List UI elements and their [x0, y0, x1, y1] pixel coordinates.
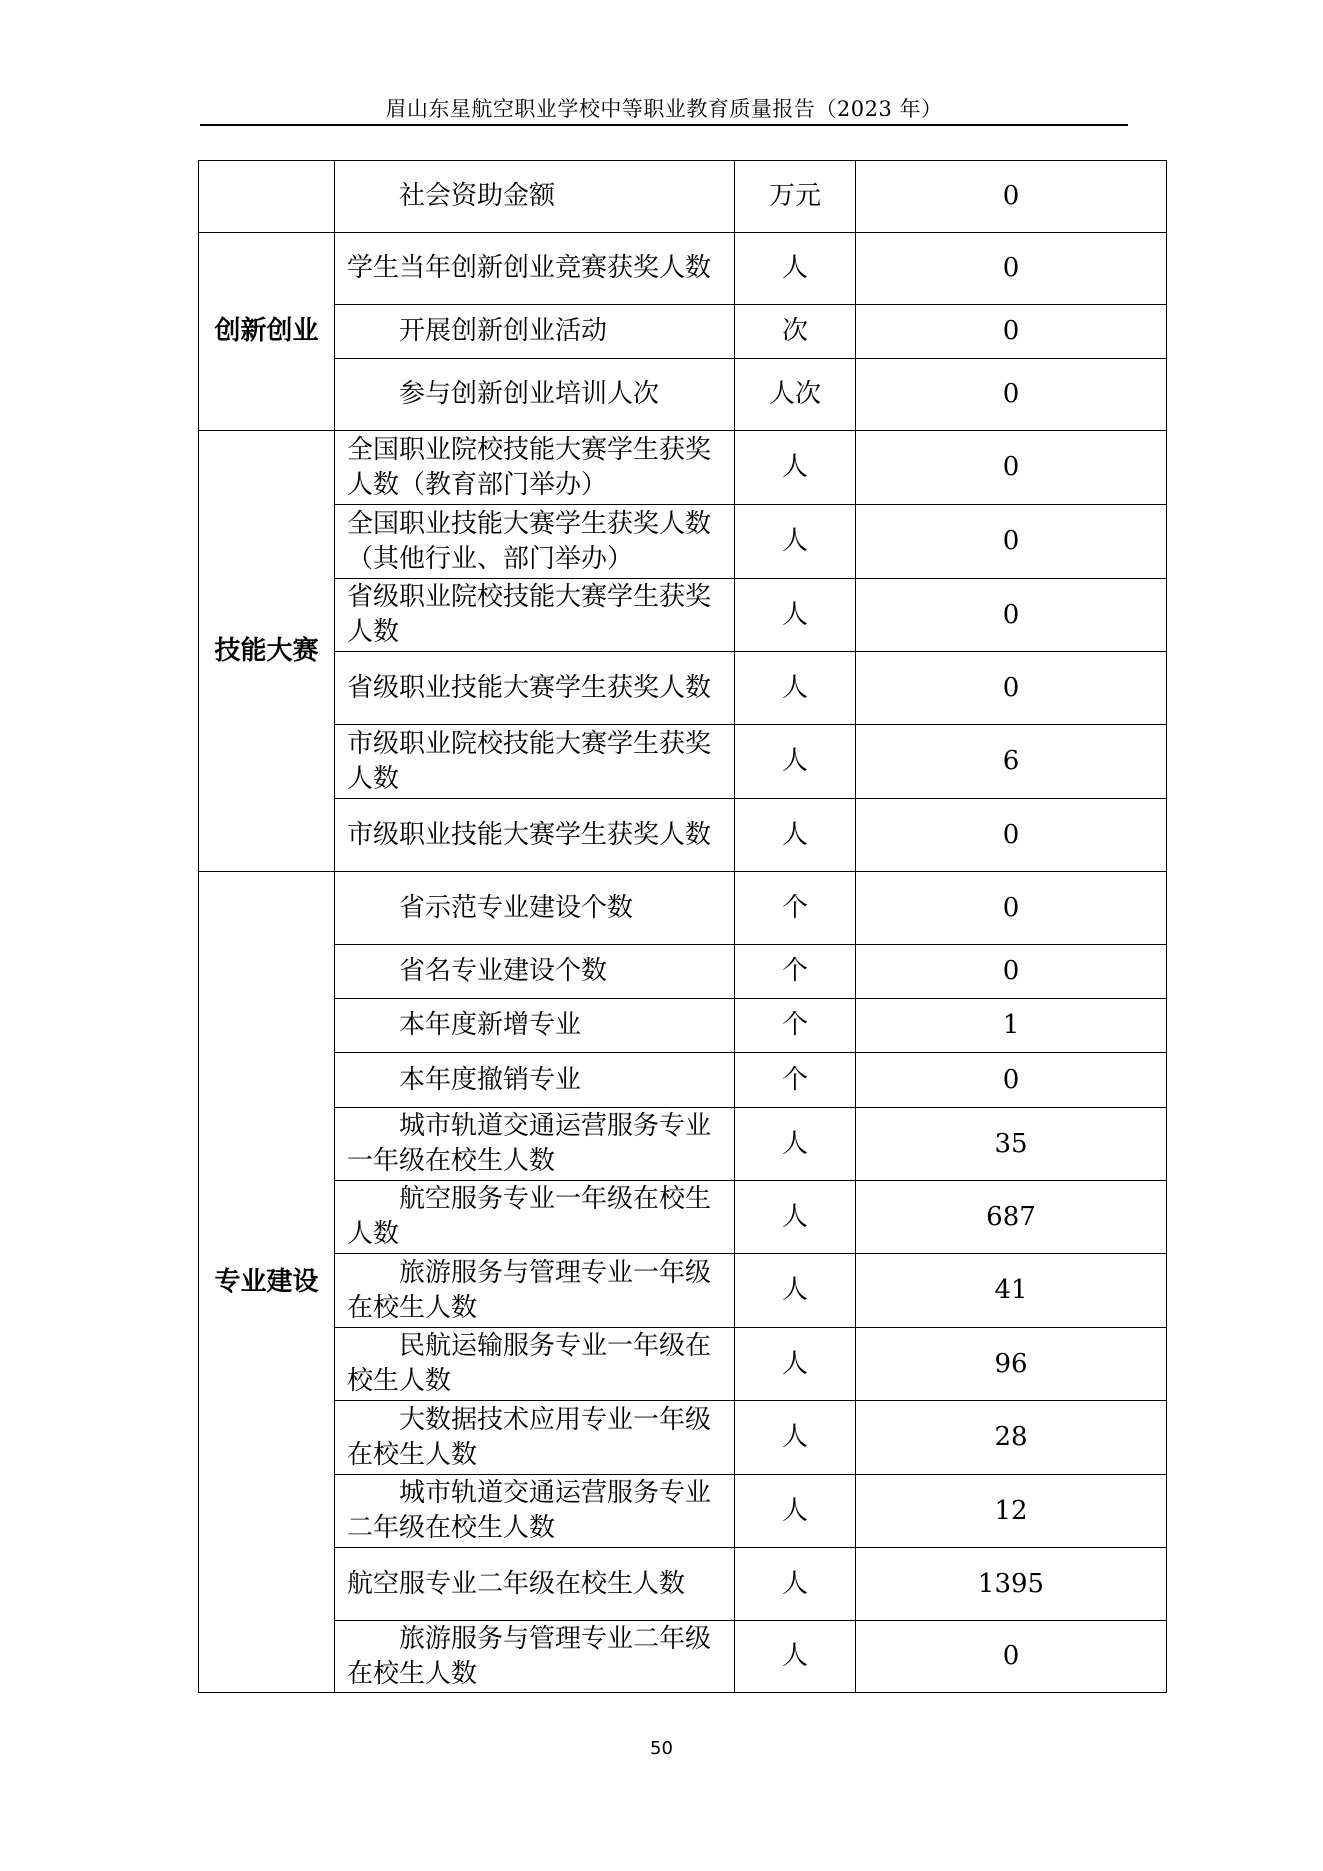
item-cell [335, 1475, 735, 1548]
item-cell [335, 799, 735, 872]
item-label: 航空服务专业一年级在校生人数 [347, 1184, 712, 1249]
unit-cell: 人 [735, 652, 856, 725]
value-cell: 28 [856, 1401, 1167, 1475]
unit-cell: 人 [735, 1548, 856, 1621]
unit-cell: 个 [735, 1053, 856, 1108]
value-cell: 0 [856, 505, 1167, 579]
table-row [199, 1254, 1167, 1328]
table-row [199, 1181, 1167, 1254]
item-label: 城市轨道交通运营服务专业一年级在校生人数 [347, 1111, 712, 1176]
unit-cell: 个 [735, 872, 856, 945]
table-row [199, 579, 1167, 652]
item-cell [335, 505, 735, 579]
table-row [199, 1328, 1167, 1401]
unit-cell: 人 [735, 799, 856, 872]
unit-cell: 个 [735, 945, 856, 999]
item-label: 参与创新创业培训人次 [399, 379, 660, 409]
table-row [199, 999, 1167, 1053]
unit-cell: 人 [735, 431, 856, 505]
item-label: 本年度撤销专业 [399, 1064, 582, 1095]
item-label: 学生当年创新创业竞赛获奖人数 [347, 253, 712, 283]
table-row [199, 872, 1167, 945]
item-label: 旅游服务与管理专业二年级在校生人数 [347, 1623, 712, 1689]
table-row [199, 1053, 1167, 1108]
table-row [199, 652, 1167, 725]
unit-cell: 人 [735, 1181, 856, 1254]
value-cell: 12 [856, 1475, 1167, 1548]
value-cell: 0 [856, 579, 1167, 652]
item-label: 省级职业院校技能大赛学生获奖人数 [347, 582, 712, 647]
unit-cell: 人 [735, 1475, 856, 1548]
unit-cell: 人 [735, 1401, 856, 1475]
item-label: 省级职业技能大赛学生获奖人数 [347, 672, 712, 703]
unit-cell: 人 [735, 1254, 856, 1328]
value-cell: 35 [856, 1108, 1167, 1181]
table-row [199, 431, 1167, 505]
unit-cell: 次 [735, 305, 856, 359]
category-cell: 专业建设 [199, 872, 335, 1693]
unit-cell: 人 [735, 1328, 856, 1401]
unit-cell: 个 [735, 999, 856, 1053]
item-label: 航空服专业二年级在校生人数 [347, 1568, 686, 1599]
item-cell [335, 945, 735, 999]
item-cell [335, 1401, 735, 1475]
table-row [199, 1475, 1167, 1548]
unit-cell: 人 [735, 233, 856, 305]
item-label: 本年度新增专业 [399, 1010, 582, 1040]
value-cell: 687 [856, 1181, 1167, 1254]
value-cell: 0 [856, 431, 1167, 505]
table-row [199, 1548, 1167, 1621]
item-cell [335, 161, 735, 233]
item-cell [335, 725, 735, 799]
unit-cell: 人 [735, 725, 856, 799]
header-divider [200, 124, 1128, 126]
item-label: 民航运输服务专业一年级在校生人数 [347, 1331, 712, 1396]
table-row [199, 945, 1167, 999]
table-row [199, 305, 1167, 359]
table-row [199, 233, 1167, 305]
item-label: 全国职业技能大赛学生获奖人数（其他行业、部门举办） [347, 508, 712, 574]
value-cell: 1 [856, 999, 1167, 1053]
table-row [199, 799, 1167, 872]
table-row [199, 1401, 1167, 1475]
page-number: 50 [650, 1738, 673, 1759]
item-label: 开展创新创业活动 [399, 316, 608, 346]
item-cell [335, 1548, 735, 1621]
unit-cell: 人 [735, 1108, 856, 1181]
value-cell: 0 [856, 233, 1167, 305]
unit-cell: 人次 [735, 359, 856, 431]
value-cell: 1395 [856, 1548, 1167, 1621]
item-cell [335, 579, 735, 652]
value-cell: 6 [856, 725, 1167, 799]
item-cell [335, 305, 735, 359]
unit-cell: 万元 [735, 161, 856, 233]
item-cell [335, 999, 735, 1053]
item-label: 旅游服务与管理专业一年级在校生人数 [347, 1257, 712, 1323]
item-cell [335, 652, 735, 725]
item-label: 省名专业建设个数 [399, 956, 608, 986]
table-row [199, 505, 1167, 579]
item-cell [335, 1108, 735, 1181]
item-label: 市级职业技能大赛学生获奖人数 [347, 819, 712, 850]
item-label: 大数据技术应用专业一年级在校生人数 [347, 1404, 712, 1470]
item-label: 全国职业院校技能大赛学生获奖人数（教育部门举办） [347, 434, 712, 500]
value-cell: 41 [856, 1254, 1167, 1328]
category-cell: 创新创业 [199, 233, 335, 431]
unit-cell: 人 [735, 505, 856, 579]
value-cell: 0 [856, 359, 1167, 431]
category-cell [199, 161, 335, 233]
item-cell [335, 1053, 735, 1108]
item-label: 市级职业院校技能大赛学生获奖人数 [347, 728, 712, 794]
value-cell: 0 [856, 945, 1167, 999]
item-cell [335, 1621, 735, 1693]
item-cell [335, 233, 735, 305]
value-cell: 0 [856, 652, 1167, 725]
value-cell: 0 [856, 872, 1167, 945]
table-row [199, 359, 1167, 431]
value-cell: 0 [856, 305, 1167, 359]
item-cell [335, 1254, 735, 1328]
item-cell [335, 1181, 735, 1254]
unit-cell: 人 [735, 1621, 856, 1693]
table-row [199, 1108, 1167, 1181]
item-cell [335, 1328, 735, 1401]
value-cell: 0 [856, 799, 1167, 872]
value-cell: 96 [856, 1328, 1167, 1401]
statistics-table-body [199, 161, 1167, 1693]
table-row [199, 161, 1167, 233]
item-label: 社会资助金额 [399, 181, 556, 211]
page-header-title: 眉山东星航空职业学校中等职业教育质量报告（2023 年） [385, 97, 943, 121]
item-cell [335, 431, 735, 505]
table-row [199, 1621, 1167, 1693]
item-label: 省示范专业建设个数 [399, 892, 634, 923]
item-cell [335, 872, 735, 945]
item-label: 城市轨道交通运营服务专业二年级在校生人数 [347, 1478, 712, 1543]
value-cell: 0 [856, 1621, 1167, 1693]
category-cell: 技能大赛 [199, 431, 335, 872]
value-cell: 0 [856, 1053, 1167, 1108]
item-cell [335, 359, 735, 431]
unit-cell: 人 [735, 579, 856, 652]
table-row [199, 725, 1167, 799]
statistics-table [198, 160, 1167, 1693]
value-cell: 0 [856, 161, 1167, 233]
